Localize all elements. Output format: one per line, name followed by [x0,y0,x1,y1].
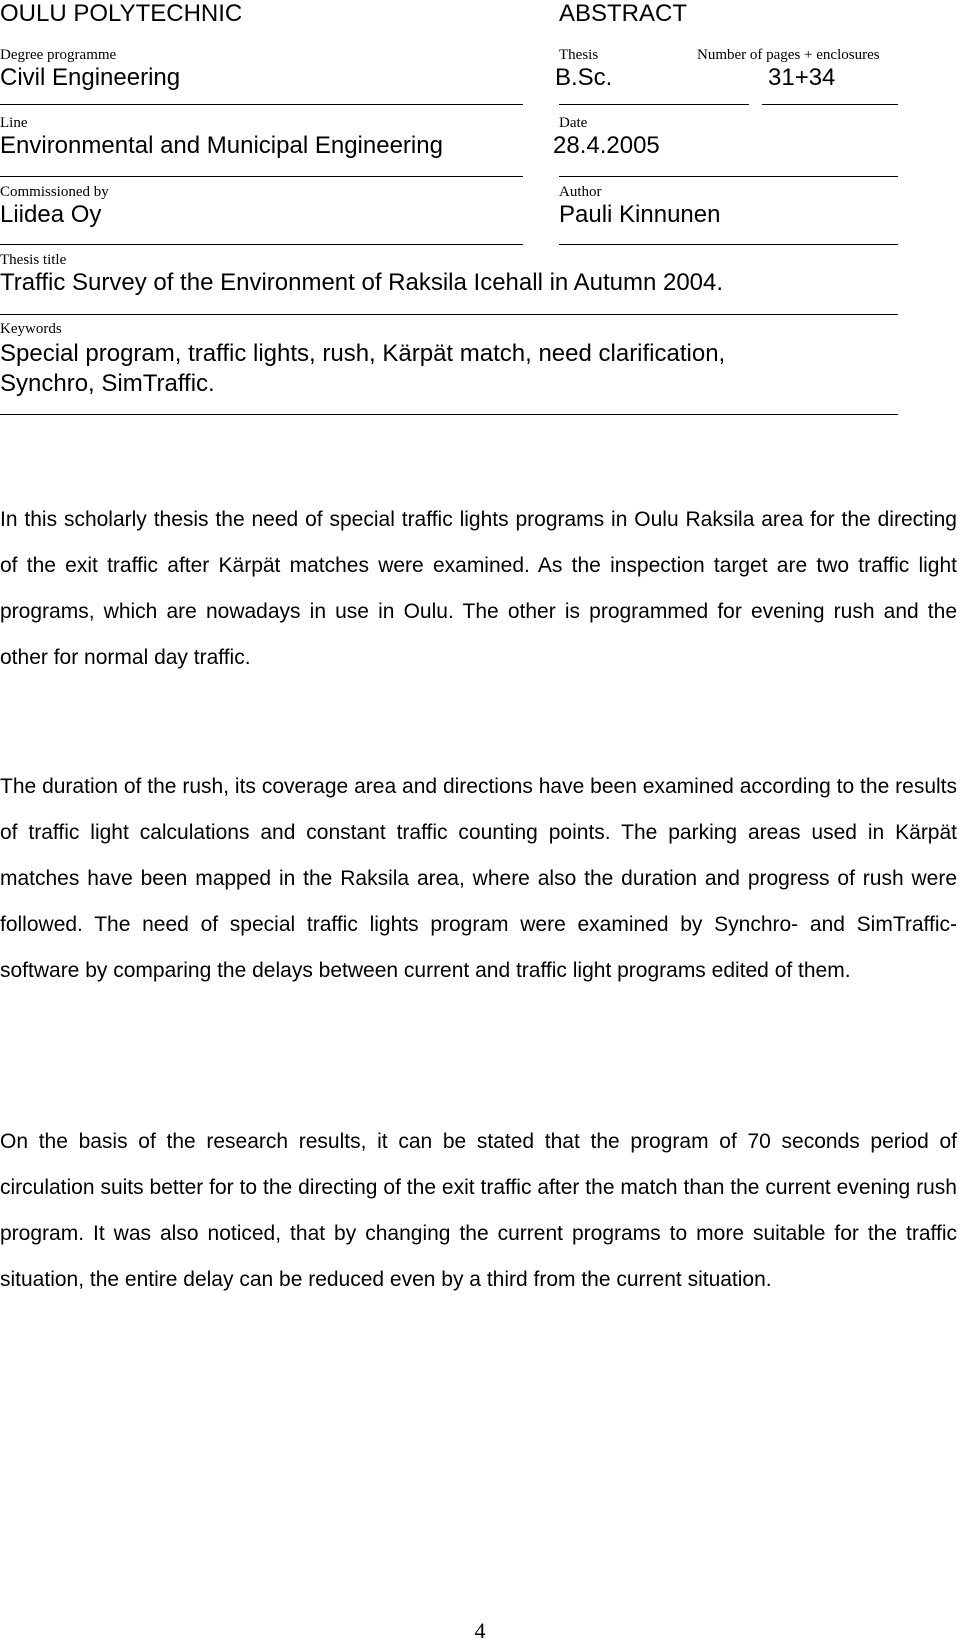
institution-name: OULU POLYTECHNIC [0,0,243,27]
divider [559,104,749,105]
keywords-label: Keywords [0,321,62,337]
thesis-label: Thesis [559,47,599,63]
abstract-paragraph-1: In this scholarly thesis the need of special traffic lights programs in Oulu Raksila area for the directing of the exit traffic after Kärpät matches were examined. As the inspection target are two traffic light programs, which are nowadays in use in Oulu. The other is programmed for evening rush and the other for normal day traffic. [0,508,957,669]
divider [0,244,523,245]
divider [0,414,898,415]
thesis-title-value: Traffic Survey of the Environment of Raksila Icehall in Autumn 2004. [0,269,724,296]
commissioned-label: Commissioned by [0,184,109,200]
date-value: 28.4.2005 [553,132,660,159]
abstract-paragraph-2: The duration of the rush, its coverage area and directions have been examined according to the results of traffic light calculations and constant traffic counting points. The parking areas used in Kärpät matches have been mapped in the Raksila area, where also the duration and progress of rush were followed. The need of special traffic lights program were examined by Synchro- and SimTraffic-software by comparing the delays between current and traffic light programs edited of them. [0,775,957,982]
divider [762,104,898,105]
page-number: 4 [474,1618,486,1643]
keywords-line-2: Synchro, SimTraffic. [0,370,215,397]
divider [559,244,898,245]
thesis-value: B.Sc. [555,64,613,91]
degree-programme-label: Degree programme [0,47,117,63]
keywords-line-1: Special program, traffic lights, rush, Kärpät match, need clarification, [0,340,726,367]
date-label: Date [559,115,588,131]
divider [0,314,898,315]
divider [0,176,523,177]
divider [559,176,898,177]
author-label: Author [559,184,602,200]
pages-label: Number of pages + enclosures [697,47,880,63]
divider [0,104,523,105]
line-label: Line [0,115,28,131]
commissioned-value: Liidea Oy [0,201,102,228]
document-type: ABSTRACT [559,0,688,27]
thesis-title-label: Thesis title [0,252,67,268]
author-value: Pauli Kinnunen [559,201,721,228]
pages-value: 31+34 [768,64,836,91]
degree-programme-value: Civil Engineering [0,64,181,91]
line-value: Environmental and Municipal Engineering [0,132,443,159]
abstract-paragraph-3: On the basis of the research results, it can be stated that the program of 70 seconds period of circulation suits better for to the directing of the exit traffic after the match than the current evening rush program. It was also noticed, that by changing the current programs to more suitable for the traffic situation, the entire delay can be reduced even by a third from the current situation. [0,1130,957,1291]
